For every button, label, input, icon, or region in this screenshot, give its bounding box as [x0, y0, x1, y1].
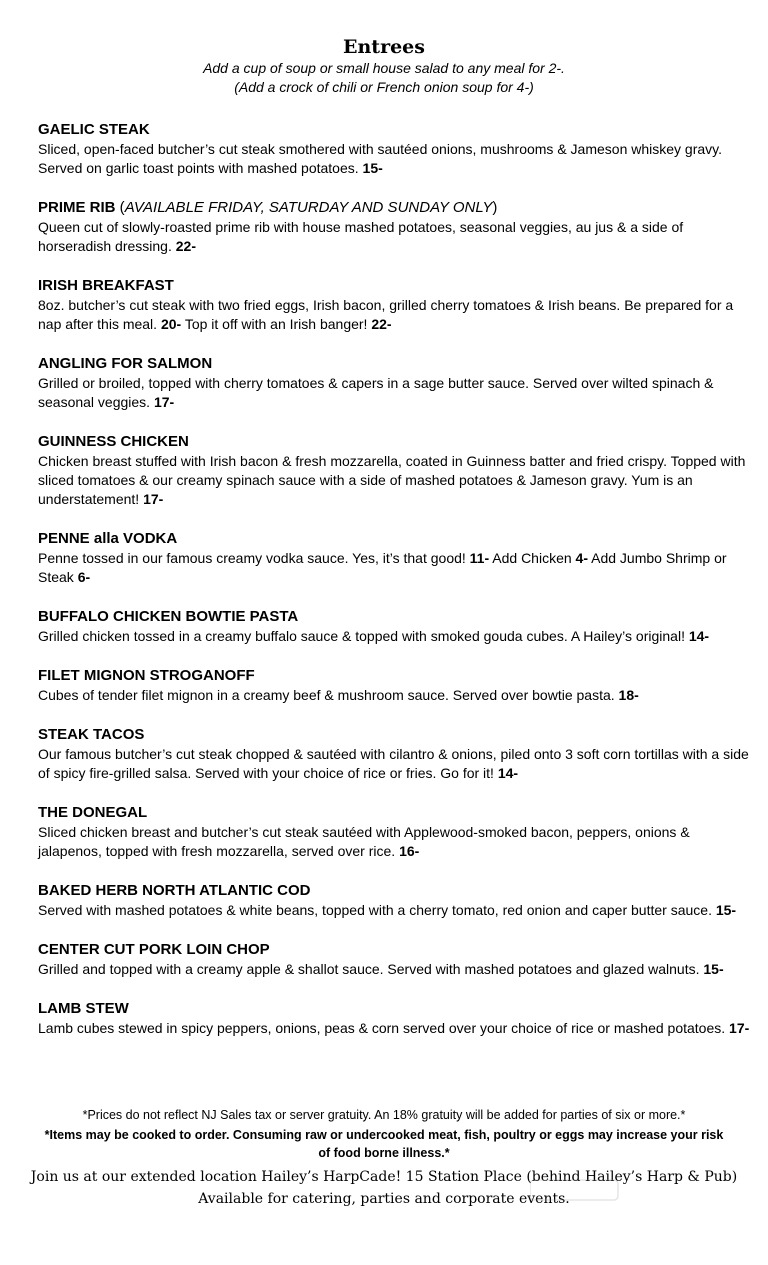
item-description: Grilled chicken tossed in a creamy buffalo sauce & topped with smoked gouda cubes. A Hailey’s original! 14-: [38, 628, 710, 644]
watermark-icon: [530, 1178, 620, 1202]
item-name: FILET MIGNON STROGANOFF: [38, 667, 255, 684]
item-description: Sliced chicken breast and butcher’s cut steak sautéed with Applewood-smoked bacon, peppers, onions & jalapenos, topped with fresh mozzarella, served over rice. 16-: [38, 824, 690, 859]
item-name: GAELIC STEAK: [38, 121, 150, 138]
item-description: Chicken breast stuffed with Irish bacon & fresh mozzarella, coated in Guinness batter and fried crispy. Topped with sliced tomatoes & our creamy spinach sauce with a side of mashed potatoes & Jameson gravy. Yum is an understatement! 17-: [38, 453, 746, 507]
item-description: Sliced, open-faced butcher’s cut steak smothered with sautéed onions, mushrooms & Jameson whiskey gravy. Served on garlic toast points with mashed potatoes. 15-: [38, 141, 723, 176]
item-name: CENTER CUT PORK LOIN CHOP: [38, 941, 270, 958]
item-description: 8oz. butcher’s cut steak with two fried eggs, Irish bacon, grilled cherry tomatoes & Irish beans. Be prepared for a nap after this meal. 20- Top it off with an Irish banger! 22-: [38, 297, 734, 332]
item-description: Grilled or broiled, topped with cherry tomatoes & capers in a sage butter sauce. Served over wilted spinach & seasonal veggies. 17-: [38, 375, 714, 410]
item-description: Served with mashed potatoes & white beans, topped with a cherry tomato, red onion and caper butter sauce. 15-: [38, 902, 737, 918]
menu-item-buffalo-chicken-bowtie-pasta: [38, 607, 752, 646]
food-safety-warning: *Items may be cooked to order. Consuming raw or undercooked meat, fish, poultry or eggs may increase your risk of food borne illness.*: [44, 1128, 724, 1160]
menu-footer: [0, 1106, 768, 1210]
item-price: 18-: [618, 687, 639, 703]
item-price: 15-: [703, 961, 724, 977]
entree-list: [38, 120, 752, 1058]
menu-header: [0, 36, 768, 97]
watermark-logo: [530, 1178, 620, 1208]
item-description: Grilled and topped with a creamy apple & shallot sauce. Served with mashed potatoes and glazed walnuts. 15-: [38, 961, 724, 977]
item-name: STEAK TACOS: [38, 726, 145, 743]
item-description: Penne tossed in our famous creamy vodka sauce. Yes, it’s that good! 11- Add Chicken 4- Add Jumbo Shrimp or Steak 6-: [38, 550, 727, 585]
item-price: 20-: [160, 316, 182, 332]
subtitle-soup-salad: Add a cup of soup or small house salad to any meal for 2-.: [203, 60, 565, 76]
item-name: BUFFALO CHICKEN BOWTIE PASTA: [38, 608, 299, 625]
item-price: 17-: [143, 491, 164, 507]
menu-item-lamb-stew: [38, 999, 752, 1038]
menu-item-gaelic-steak: [38, 120, 752, 178]
menu-item-pork-loin-chop: [38, 940, 752, 979]
item-price: 17-: [729, 1020, 750, 1036]
item-price-addon-shrimp-steak: 6-: [77, 569, 91, 585]
item-description: Cubes of tender filet mignon in a creamy beef & mushroom sauce. Served over bowtie pasta. 18-: [38, 687, 639, 703]
item-name: PRIME RIB (AVAILABLE FRIDAY, SATURDAY AND SUNDAY ONLY): [38, 199, 498, 216]
item-price: 15-: [362, 160, 383, 176]
item-price: 14-: [688, 628, 710, 644]
item-name: PENNE alla VODKA: [38, 530, 178, 547]
item-name: LAMB STEW: [38, 1000, 129, 1017]
item-name: GUINNESS CHICKEN: [38, 433, 189, 450]
item-description: Our famous butcher’s cut steak chopped & sautéed with cilantro & onions, piled onto 3 soft corn tortillas with a side of spicy fire-grilled salsa. Served with your choice of rice or fries. Go for it! 14-: [38, 746, 749, 781]
item-price: 17-: [153, 394, 175, 410]
item-price: 15-: [715, 902, 737, 918]
item-description: Lamb cubes stewed in spicy peppers, onions, peas & corn served over your choice of rice or mashed potatoes. 17-: [38, 1020, 750, 1036]
item-price-addon-chicken: 4-: [575, 550, 588, 566]
item-price: 14-: [497, 765, 519, 781]
catering-promo: Available for catering, parties and corporate events.: [198, 1191, 570, 1207]
page-title: Entrees: [343, 36, 425, 58]
item-name: BAKED HERB NORTH ATLANTIC COD: [38, 882, 311, 899]
subtitle-chili-soup: (Add a crock of chili or French onion soup for 4-): [234, 79, 534, 95]
item-description: Queen cut of slowly-roasted prime rib with house mashed potatoes, seasonal veggies, au jus & a side of horseradish dressing. 22-: [38, 219, 684, 254]
harpcade-promo: Join us at our extended location Hailey’s HarpCade! 15 Station Place (behind Hailey’s Harp & Pub): [30, 1169, 738, 1185]
item-price-addon: 22-: [371, 316, 392, 332]
item-name: ANGLING FOR SALMON: [38, 355, 213, 372]
menu-item-guinness-chicken: [38, 432, 752, 509]
menu-item-filet-mignon-stroganoff: [38, 666, 752, 705]
menu-item-penne-alla-vodka: [38, 529, 752, 587]
item-name: IRISH BREAKFAST: [38, 277, 174, 294]
item-name: THE DONEGAL: [38, 804, 148, 821]
menu-item-the-donegal: [38, 803, 752, 861]
item-availability-note: (AVAILABLE FRIDAY, SATURDAY AND SUNDAY ONLY): [115, 199, 498, 216]
menu-item-angling-for-salmon: [38, 354, 752, 412]
pricing-disclaimer: *Prices do not reflect NJ Sales tax or server gratuity. An 18% gratuity will be added for parties of six or more.*: [82, 1108, 686, 1122]
menu-item-prime-rib: [38, 198, 752, 256]
item-price: 11-: [469, 550, 490, 566]
menu-item-irish-breakfast: [38, 276, 752, 334]
menu-item-steak-tacos: [38, 725, 752, 783]
item-price: 22-: [175, 238, 196, 254]
item-price: 16-: [399, 843, 420, 859]
menu-item-baked-herb-cod: [38, 881, 752, 920]
